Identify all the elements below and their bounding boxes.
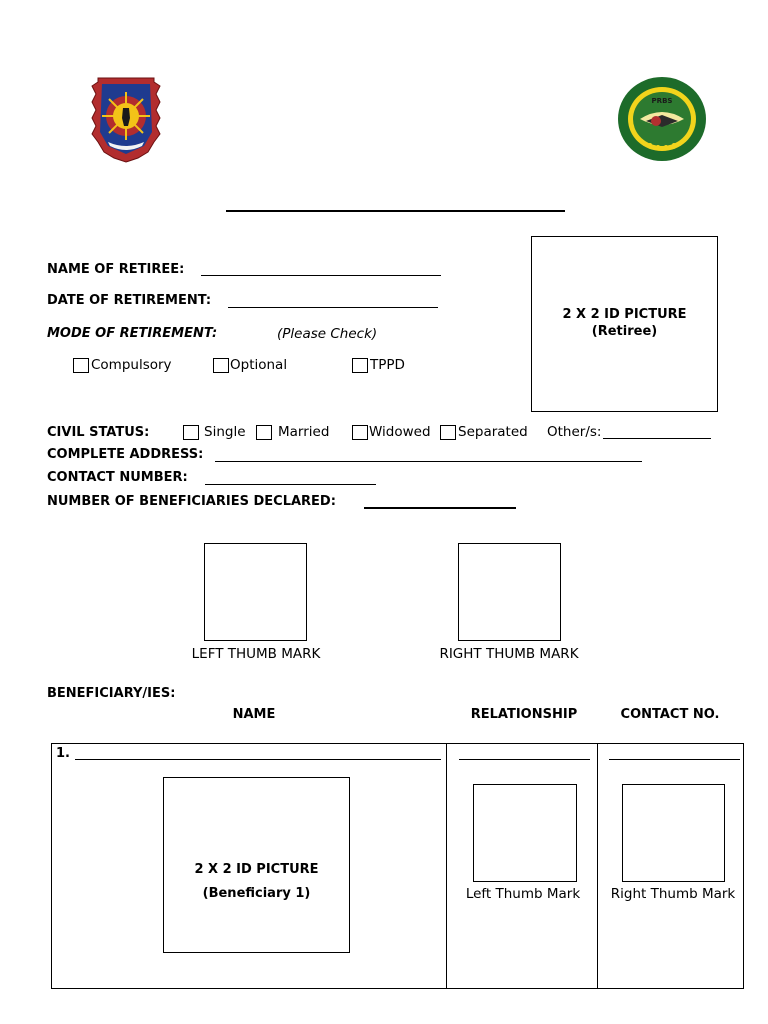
table-divider-1	[446, 744, 447, 988]
beneficiary-row-number: 1.	[56, 746, 70, 761]
separated-checkbox[interactable]	[440, 425, 456, 440]
pnp-logo	[88, 72, 164, 164]
retiree-photo-title: 2 X 2 ID PICTURE	[562, 307, 687, 322]
beneficiaries-count-label: NUMBER OF BENEFICIARIES DECLARED:	[47, 494, 336, 509]
beneficiary-photo-box	[163, 777, 350, 953]
column-relationship-header: RELATIONSHIP	[470, 707, 578, 722]
svg-text:PRBS: PRBS	[651, 97, 673, 105]
optional-label: Optional	[230, 357, 288, 373]
tppd-label: TPPD	[370, 357, 405, 373]
tppd-checkbox[interactable]	[352, 358, 368, 373]
beneficiary-left-thumb-box[interactable]	[473, 784, 577, 882]
form-title-line	[226, 210, 565, 212]
retiree-photo-box	[531, 236, 718, 412]
right-thumb-box[interactable]	[458, 543, 561, 641]
contact-number-field[interactable]	[205, 484, 376, 485]
widowed-checkbox[interactable]	[352, 425, 368, 440]
beneficiaries-section-label: BENEFICIARY/IES:	[47, 686, 176, 701]
married-label: Married	[278, 424, 330, 440]
complete-address-label: COMPLETE ADDRESS:	[47, 447, 204, 462]
mode-of-retirement-label: MODE OF RETIREMENT:	[47, 326, 218, 341]
left-thumb-box[interactable]	[204, 543, 307, 641]
beneficiary-right-thumb-box[interactable]	[622, 784, 725, 882]
beneficiary-contact-field[interactable]	[609, 759, 740, 760]
compulsory-checkbox[interactable]	[73, 358, 89, 373]
left-thumb-label: LEFT THUMB MARK	[191, 646, 321, 662]
compulsory-label: Compulsory	[91, 357, 172, 373]
single-label: Single	[204, 424, 246, 440]
contact-number-label: CONTACT NUMBER:	[47, 470, 188, 485]
separated-label: Separated	[458, 424, 528, 440]
optional-checkbox[interactable]	[213, 358, 229, 373]
retiree-photo-subtitle: (Retiree)	[591, 324, 658, 339]
name-of-retiree-field[interactable]	[201, 275, 441, 276]
civil-status-label: CIVIL STATUS:	[47, 425, 150, 440]
name-of-retiree-label: NAME OF RETIREE:	[47, 262, 185, 277]
right-thumb-label: RIGHT THUMB MARK	[439, 646, 579, 662]
others-field[interactable]	[603, 438, 711, 439]
single-checkbox[interactable]	[183, 425, 199, 440]
beneficiary-photo-title: 2 X 2 ID PICTURE	[194, 862, 319, 877]
married-checkbox[interactable]	[256, 425, 272, 440]
others-label: Other/s:	[547, 424, 602, 440]
column-contact-header: CONTACT NO.	[620, 707, 720, 722]
beneficiary-left-thumb-label: Left Thumb Mark	[465, 886, 581, 902]
beneficiary-table	[51, 743, 744, 989]
beneficiary-name-field[interactable]	[75, 759, 441, 760]
widowed-label: Widowed	[369, 424, 431, 440]
beneficiary-relationship-field[interactable]	[459, 759, 590, 760]
prbs-logo	[616, 75, 708, 163]
date-of-retirement-field[interactable]	[228, 307, 438, 308]
beneficiary-right-thumb-label: Right Thumb Mark	[610, 886, 736, 902]
beneficiaries-count-field[interactable]	[364, 507, 516, 509]
table-divider-2	[597, 744, 598, 988]
mode-hint: (Please Check)	[277, 326, 378, 342]
column-name-header: NAME	[232, 707, 276, 722]
beneficiary-photo-subtitle: (Beneficiary 1)	[202, 886, 311, 901]
date-of-retirement-label: DATE OF RETIREMENT:	[47, 293, 212, 308]
complete-address-field[interactable]	[215, 461, 642, 462]
